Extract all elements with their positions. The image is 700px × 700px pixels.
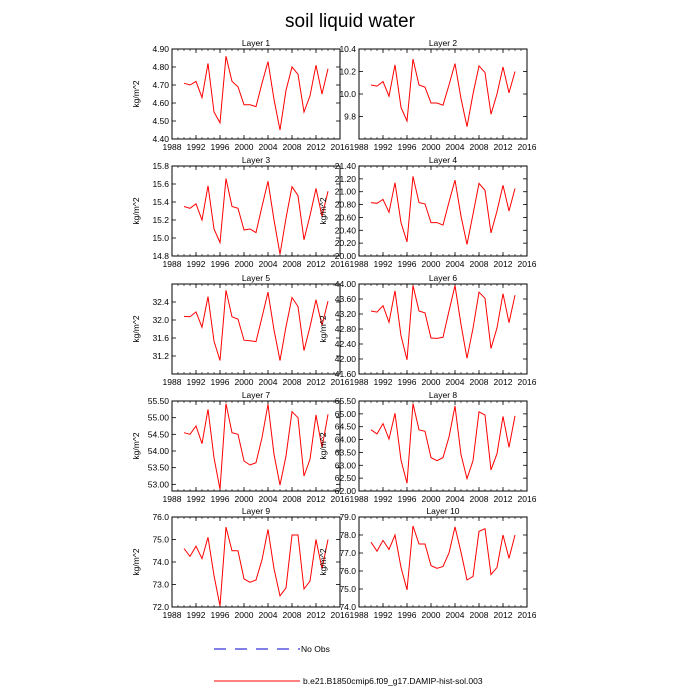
- y-tick-label: 44.00: [334, 279, 356, 289]
- x-tick-label: 2008: [282, 494, 302, 504]
- y-tick-label: 20.60: [334, 212, 356, 223]
- x-tick-label: 2012: [493, 142, 513, 152]
- x-tick-label: 1988: [349, 494, 369, 504]
- x-tick-label: 2008: [469, 142, 489, 152]
- x-tick-label: 2000: [421, 259, 441, 269]
- y-tick-label: 65.00: [334, 408, 356, 419]
- panel-title: Layer 6: [428, 273, 458, 283]
- y-tick-label: 32.0: [152, 315, 169, 325]
- x-tick-label: 1992: [373, 494, 393, 504]
- x-tick-label: 2004: [258, 494, 278, 504]
- y-tick-label: 15.8: [152, 161, 169, 171]
- y-tick-label: 64.00: [334, 434, 356, 445]
- x-tick-label: 2004: [445, 377, 465, 387]
- y-tick-label: 43.20: [334, 309, 356, 319]
- x-tick-label: 2004: [258, 610, 278, 620]
- x-tick-label: 2012: [306, 494, 326, 504]
- y-tick-label: 4.50: [152, 116, 169, 126]
- y-tick-label: 4.90: [152, 44, 169, 54]
- x-tick-label: 2000: [421, 610, 441, 620]
- x-tick-label: 2016: [330, 142, 350, 152]
- x-tick-label: 2000: [234, 494, 254, 504]
- x-tick-label: 2016: [330, 494, 350, 504]
- y-tick-label: 53.50: [147, 462, 169, 473]
- x-tick-label: 2000: [421, 494, 441, 504]
- x-tick-label: 2016: [330, 259, 350, 269]
- y-tick-label: 63.00: [334, 460, 356, 471]
- x-tick-label: 2004: [445, 610, 465, 620]
- x-tick-label: 1992: [373, 377, 393, 387]
- y-tick-label: 54.50: [147, 429, 169, 440]
- x-tick-label: 2016: [517, 377, 537, 387]
- y-tick-label: 43.60: [334, 294, 356, 304]
- y-tick-label: 10.2: [339, 66, 356, 77]
- y-tick-label: 20.00: [334, 251, 356, 261]
- y-tick-label: 76.0: [152, 512, 169, 522]
- x-tick-label: 2004: [445, 259, 465, 269]
- legend-model-label: b.e21.B1850cmip6.f09_g17.DAMIP-hist-sol.003: [303, 676, 483, 686]
- figure-title: soil liquid water: [285, 11, 415, 32]
- x-tick-label: 2012: [306, 610, 326, 620]
- y-tick-label: 21.00: [334, 186, 356, 197]
- x-tick-label: 1996: [397, 142, 417, 152]
- x-tick-label: 2008: [469, 377, 489, 387]
- panel-title: Layer 9: [241, 506, 271, 516]
- x-tick-label: 1988: [162, 259, 182, 269]
- y-tick-label: 15.2: [152, 215, 169, 225]
- x-tick-label: 1988: [162, 377, 182, 387]
- x-tick-label: 2008: [282, 610, 302, 620]
- x-tick-label: 1996: [397, 494, 417, 504]
- y-tick-label: 14.8: [152, 251, 169, 261]
- y-tick-label: 4.60: [152, 98, 169, 108]
- x-tick-label: 1992: [373, 610, 393, 620]
- y-tick-label: 62.00: [334, 486, 356, 496]
- x-tick-label: 2008: [469, 610, 489, 620]
- x-tick-label: 1988: [349, 610, 369, 620]
- y-tick-label: 62.50: [334, 473, 356, 484]
- x-tick-label: 2008: [282, 142, 302, 152]
- panel-title: Layer 8: [428, 390, 458, 400]
- y-axis-label: kg/m^2: [318, 548, 328, 576]
- y-tick-label: 73.0: [152, 579, 169, 590]
- y-tick-label: 20.20: [334, 238, 356, 249]
- y-tick-label: 4.40: [152, 134, 169, 144]
- y-tick-label: 53.00: [147, 479, 169, 490]
- y-tick-label: 76.0: [339, 566, 356, 576]
- x-tick-label: 1996: [210, 142, 230, 152]
- x-tick-label: 1996: [210, 610, 230, 620]
- y-tick-label: 4.80: [152, 62, 169, 72]
- x-tick-label: 2000: [421, 142, 441, 152]
- x-tick-label: 2012: [306, 142, 326, 152]
- y-tick-label: 55.50: [147, 396, 169, 406]
- y-tick-label: 32.4: [152, 297, 169, 307]
- y-tick-label: 75.0: [339, 584, 356, 594]
- x-tick-label: 1992: [186, 494, 206, 504]
- panel-title: Layer 7: [241, 390, 271, 400]
- y-tick-label: 78.0: [339, 530, 356, 540]
- x-tick-label: 2004: [445, 494, 465, 504]
- panel-title: Layer 10: [426, 506, 460, 516]
- y-tick-label: 42.00: [334, 354, 356, 364]
- x-tick-label: 2004: [258, 377, 278, 387]
- y-tick-label: 64.50: [334, 421, 356, 432]
- y-axis-label: kg/m^2: [318, 197, 328, 225]
- x-tick-label: 2012: [493, 494, 513, 504]
- x-tick-label: 1996: [397, 610, 417, 620]
- panel-title: Layer 3: [241, 155, 271, 165]
- x-tick-label: 2012: [306, 259, 326, 269]
- x-tick-label: 2008: [469, 259, 489, 269]
- x-tick-label: 2000: [234, 610, 254, 620]
- y-tick-label: 74.0: [152, 557, 169, 567]
- x-tick-label: 1992: [373, 142, 393, 152]
- y-tick-label: 42.80: [334, 324, 356, 334]
- y-tick-label: 21.40: [334, 161, 356, 171]
- x-tick-label: 1992: [186, 610, 206, 620]
- y-tick-label: 31.6: [152, 333, 169, 343]
- x-tick-label: 1988: [162, 610, 182, 620]
- x-tick-label: 1988: [162, 142, 182, 152]
- x-tick-label: 1996: [210, 259, 230, 269]
- y-tick-label: 77.0: [339, 548, 356, 558]
- y-tick-label: 15.4: [152, 197, 169, 207]
- x-tick-label: 1996: [210, 494, 230, 504]
- x-tick-label: 2000: [234, 377, 254, 387]
- x-tick-label: 2004: [258, 142, 278, 152]
- y-tick-label: 20.40: [334, 225, 356, 236]
- x-tick-label: 1996: [397, 259, 417, 269]
- x-tick-label: 2012: [493, 377, 513, 387]
- x-tick-label: 2000: [421, 377, 441, 387]
- x-tick-label: 2016: [517, 259, 537, 269]
- y-axis-label: kg/m^2: [131, 432, 141, 460]
- y-tick-label: 65.50: [334, 396, 356, 406]
- legend-no-obs-label: No Obs: [301, 644, 330, 654]
- x-tick-label: 2004: [258, 259, 278, 269]
- x-tick-label: 1988: [349, 259, 369, 269]
- y-tick-label: 15.0: [152, 233, 169, 243]
- x-tick-label: 2016: [517, 494, 537, 504]
- x-tick-label: 2012: [493, 610, 513, 620]
- x-tick-label: 1992: [186, 259, 206, 269]
- panel-title: Layer 1: [241, 38, 271, 48]
- x-tick-label: 1988: [162, 494, 182, 504]
- x-tick-label: 2004: [445, 142, 465, 152]
- y-tick-label: 21.20: [334, 173, 356, 184]
- x-tick-label: 2012: [306, 377, 326, 387]
- panel-title: Layer 2: [428, 38, 458, 48]
- y-tick-label: 54.00: [147, 446, 169, 456]
- x-tick-label: 2000: [234, 142, 254, 152]
- y-axis-label: kg/m^2: [131, 197, 141, 225]
- y-tick-label: 79.0: [339, 512, 356, 522]
- y-tick-label: 63.50: [334, 447, 356, 458]
- x-tick-label: 1996: [397, 377, 417, 387]
- y-axis-label: kg/m^2: [131, 315, 141, 343]
- y-tick-label: 55.00: [147, 412, 169, 423]
- y-tick-label: 31.2: [152, 351, 169, 361]
- y-tick-label: 75.0: [152, 534, 169, 545]
- y-tick-label: 10.4: [339, 44, 356, 54]
- x-tick-label: 2016: [517, 142, 537, 152]
- y-tick-label: 42.40: [334, 339, 356, 349]
- x-tick-label: 2016: [517, 610, 537, 620]
- y-tick-label: 74.0: [339, 602, 356, 612]
- y-tick-label: 41.60: [334, 369, 356, 379]
- x-tick-label: 2008: [282, 377, 302, 387]
- y-axis-label: kg/m^2: [318, 315, 328, 343]
- x-tick-label: 2008: [282, 259, 302, 269]
- y-tick-label: 72.0: [152, 602, 169, 612]
- panel-title: Layer 5: [241, 273, 271, 283]
- y-tick-label: 10.0: [339, 89, 356, 99]
- y-axis-label: kg/m^2: [131, 80, 141, 108]
- panel-title: Layer 4: [428, 155, 458, 165]
- x-tick-label: 2008: [469, 494, 489, 504]
- y-axis-label: kg/m^2: [131, 548, 141, 576]
- x-tick-label: 1988: [349, 142, 369, 152]
- x-tick-label: 1988: [349, 377, 369, 387]
- y-tick-label: 9.8: [344, 111, 356, 122]
- y-tick-label: 15.6: [152, 179, 169, 189]
- x-tick-label: 2016: [330, 610, 350, 620]
- y-tick-label: 4.70: [152, 80, 169, 90]
- x-tick-label: 1992: [186, 377, 206, 387]
- x-tick-label: 1996: [210, 377, 230, 387]
- x-tick-label: 1992: [373, 259, 393, 269]
- x-tick-label: 2012: [493, 259, 513, 269]
- x-tick-label: 2016: [330, 377, 350, 387]
- x-tick-label: 2000: [234, 259, 254, 269]
- y-axis-label: kg/m^2: [318, 432, 328, 460]
- y-tick-label: 20.80: [334, 199, 356, 210]
- x-tick-label: 1992: [186, 142, 206, 152]
